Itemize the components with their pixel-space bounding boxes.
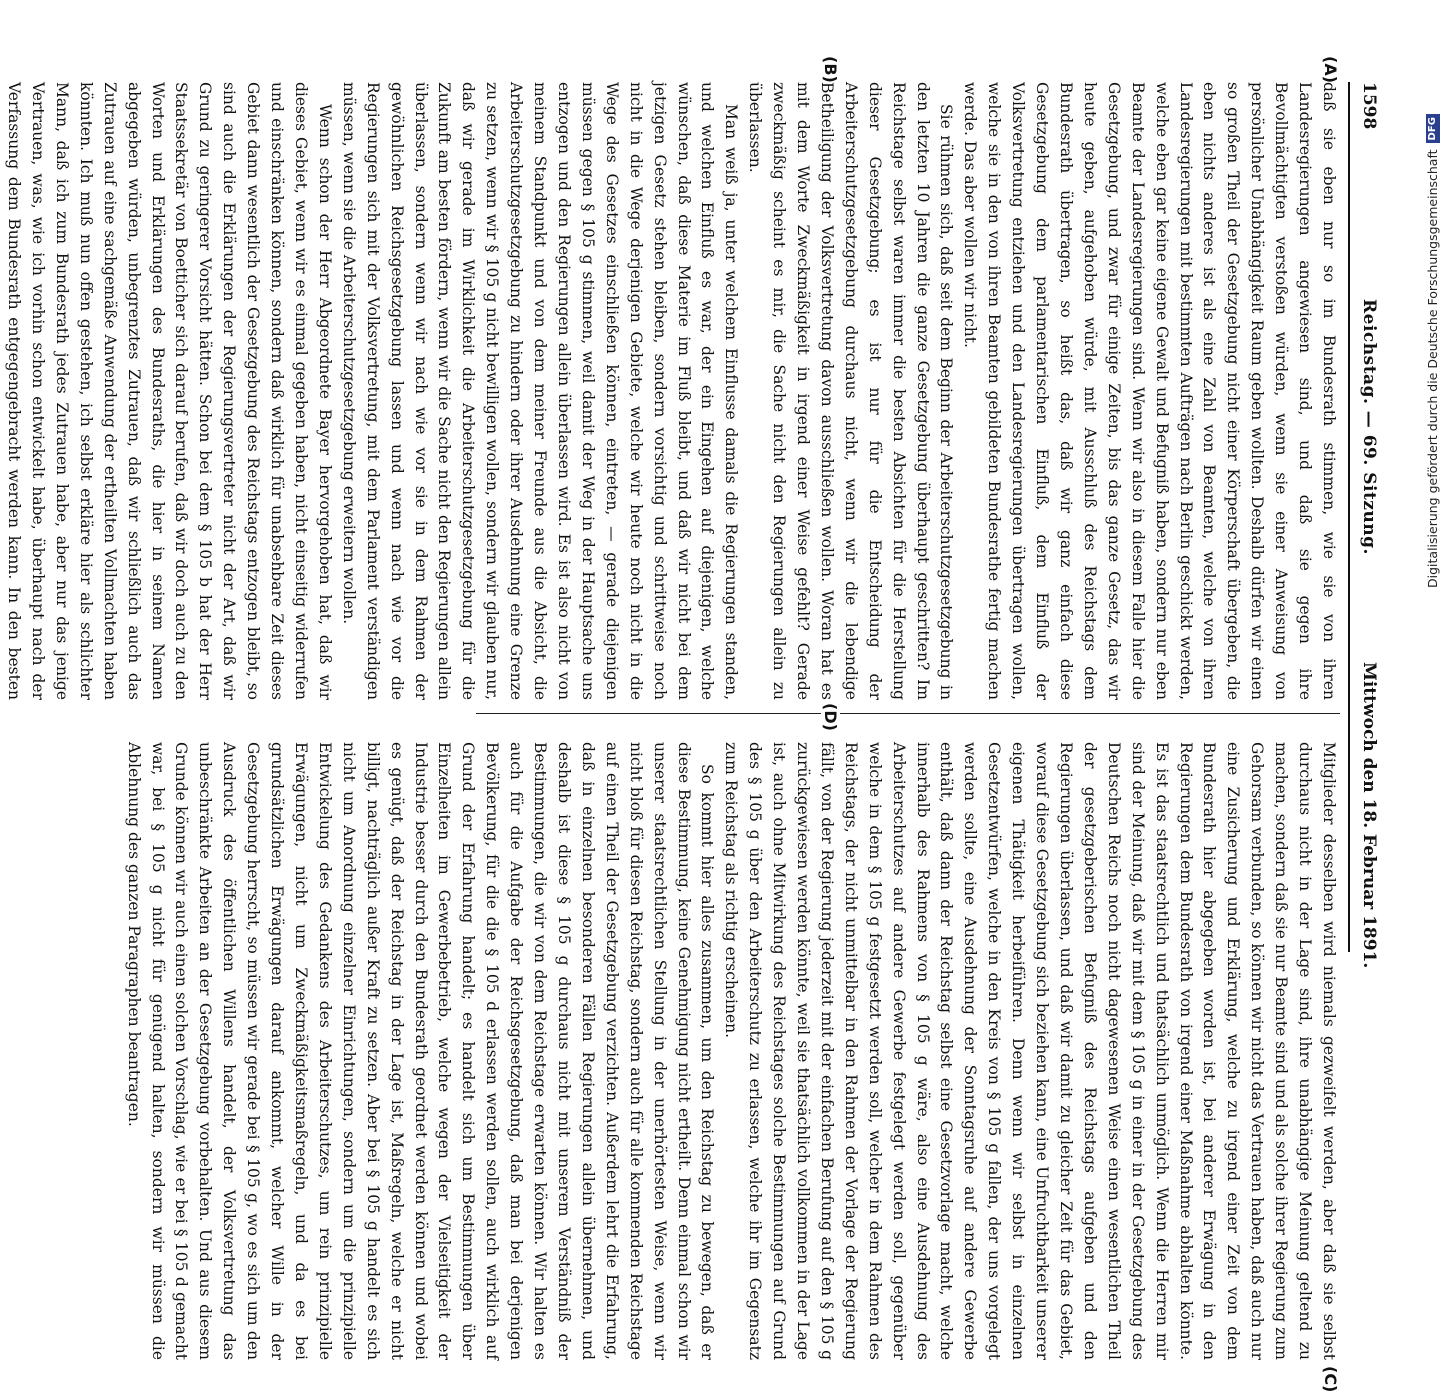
- margin-marker-c: (C): [1321, 1366, 1340, 1392]
- dfg-logo: DFG: [1426, 114, 1440, 143]
- page-title: Reichstag. — 69. Sitzung.: [1359, 299, 1379, 555]
- margin-marker-b: (B): [821, 56, 840, 83]
- right-column: [124, 742, 1340, 1360]
- left-paragraph: Wenn schon der Herr Abgeordnete Bayer hervorgehoben hat, daß wir dieses Gebiet, wenn wir es einmal gegeben haben, nicht einseitig widerrufen und einschränken können, sondern daß wirklich für unabsehbare Zeit dieses Gebiet dann wesentlich der Gesetzgebung des Reichstags entzogen bleibt, so sind auch die Erklärungen der Regierungsvertreter nicht der Art, daß wir Grund zu geringerer Vorsicht hätten. Schon bei dem § 105 b hat der Herr Staatssekretär von Boetticher sich darauf berufen, daß wir doch auch zu den Worten und Erklärungen des Bundesraths, die hier in seinem Namen abgegeben würden, unbegrenztes Zutrauen, daß wir schließlich auch das Zutrauen auf eine sachgemäße Anwendung der ertheilten Vollmachten haben könnten. Ich muß nun offen gestehen, ich selbst erkläre hier als schlichter Mann, daß ich zum Bundesrath jedes Zutrauen habe, aber nur das jenige Vertrauen, was, wie ich vorhin schon entwickelt habe, überhaupt nach der Verfassung dem Bundesrath entgegengebracht werden kann. In den besten: [5, 82, 334, 700]
- right-paragraph: So kommt hier alles zusammen, um den Reichstag zu bewegen, daß er diese Bestimmung, keine Genehmigung nicht ertheilt. Denn einmal schon wir unserer staatsrechtlichen Stellung in der unerhörtesten Weise, wenn wir nicht bloß für diesen Reichstag, sondern auch für alle kommenden Reichstage auf einen Theil der Gesetzgebung verzichten. Außerdem lehrt die Erfahrung, daß in einzelnen besonderen Fällen Regierungen allein übernehmen, und deshalb ist diese § 105 g durchaus nicht mit unserem Verständniß der Bestimmungen, die wir von dem Reichstage erwarten können. Wir halten es auch für die Aufgabe der Reichsgesetzgebung, daß man bei derjenigen Bevölkerung, für die die § 105 d erlassen werden sollen, auch wirklich auf Grund der Erfahrung handelt; es handelt sich um Bestimmungen über Einzelheiten im Gewerbebetrieb, welche wegen der Vielseitigkeit der Industrie besser durch den Bundesrath geordnet werden können und wobei es genügt, daß der Reichstag in der Lage ist, Maßregeln, welche er nicht billigt, nachträglich außer Kraft zu setzen. Aber bei § 105 g handelt es sich nicht um Anordnung einzelner Einrichtungen, sondern um die prinzipielle Entwickelung des Gedankens des Arbeiterschutzes, um rein prinzipielle Erwägungen, nicht um Zweckmäßigkeitsmaßregeln, und da es bei grundsätzlichen Erwägungen darauf ankommt, welcher Wille in der Gesetzgebung herrscht, so müssen wir gerade bei § 105 g, wo es sich um den Ausdruck des öffentlichen Willens handelt, der Volksvertretung das unbeschränkte Arbeiten an der Gesetzgebung vorbehalten. Und aus diesem Grunde können wir auch einen solchen Vorschlag, wie er bei § 105 d gemacht war, bei § 105 g nicht für genügend halten, sondern wir müssen die Ablehnung des ganzen Paragraphen beantragen.: [124, 742, 717, 1360]
- page-header: [1352, 82, 1386, 969]
- column-divider: [476, 713, 1340, 714]
- margin-marker-d: (D): [821, 703, 840, 731]
- margin-marker-a: (A): [1321, 56, 1340, 84]
- page-number: 1598: [1359, 82, 1379, 130]
- left-paragraph: Sie rühmen sich, daß seit dem Beginn der Arbeiterschutzgesetzgebung in den letzten 10 Jahren die ganze Gesetzgebung überhaupt geschritten? Im Reichstage selbst waren immer die besten Absichten für die Herstellung dieser Gesetzgebung; es ist nur für die Entscheidung der Arbeiterschutzgesetzgebung durchaus nicht, wenn wir die lebendige Betheiligung der Volksvertretung davon ausschließen wollen. Woran hat es mit dem Worte Zweckmäßigkeit in irgend einer Weise gefehlt? Gerade zweckmäßig scheint es mir, die Sache nicht den Regierungen allein zu überlassen.: [746, 82, 956, 700]
- left-paragraph: Man weiß ja, unter welchem Einflusse damals die Regierungen standen, und welchen Einfluß es war, der ein Eingehen auf diejenigen, welche wünschen, daß diese Materie im Fluß bleibt, und daß wir nicht bei dem jetzigen Gesetz stehen bleiben, sondern vorsichtig und schrittweise noch nicht in die Wege derjenigen Gebiete, welche wir heute noch nicht in die Wege des Gesetzes einschließen können, eintreten, — gerade diejenigen müssen gegen § 105 g stimmen, weil damit der Weg in der Hauptsache uns entzogen und den Regierungen allein überlassen wird. Es ist also nicht von meinem Standpunkt und von dem meiner Freunde aus die Absicht, die Arbeiterschutzgesetzgebung zu hindern oder ihrer Ausdehnung eine Grenze zu setzen, wenn wir § 105 g nicht bewilligen wollen, sondern wir glauben nur, daß wir gerade im Wirklichkeit die Arbeiterschutzgesetzgebung für die Zukunft am besten fördern, wenn wir die Sache nicht den Regierungen allein überlassen, sondern wenn wir nach wie vor sie in dem Rahmen der gewöhnlichen Reichsgesetzgebung lassen und wenn nach wie vor die Regierungen sich mit der Volksvertretung, mit dem Parlament verständigen müssen, wenn sie die Arbeiterschutzgesetzgebung erweitern wollen.: [339, 82, 741, 700]
- digitization-footer: [1425, 114, 1440, 588]
- right-paragraph: Mitglieder desselben wird niemals gezweifelt werden, aber daß sie selbst durchaus nicht in der Lage sind, ihre unabhängige Meinung geltend zu machen, sondern daß sie nur Beamte sind und als solche ihrer Regierung zum Gehorsam verbunden, so können wir nicht das Vertrauen haben, daß auch nur eine Zusicherung und Erklärung, welche zu irgend einer Zeit von dem Bundesrath hier abgegeben worden ist, bei anderer Erwägung in den Regierungen dem Bundesrath von irgend einer Maßnahme abhalten könnte. Es ist das staatsrechtlich und thatsächlich unmöglich. Wenn die Herren mir sind der Meinung, daß wir mit dem § 105 g in einer in der Gesetzgebung des Deutschen Reichs noch nicht dagewesenen Weise einen wesentlichen Theil der gesetzgeberischen Befugniß des Reichstags aufgeben und den Regierungen überlassen, und daß wir damit zu gleicher Zeit für das Gebiet, worauf diese Gesetzgebung sich beziehen kann, eine Unfruchtbarkeit unserer eigenen Thätigkeit herbeiführen. Denn wenn wir selbst in einzelnen Gesetzentwürfen, welche in den Kreis von § 105 g fallen, der uns vorgelegt werden sollte, eine Ausdehnung der Sonntagsruhe auf andere Gewerbe enthält, daß dann der Reichstag selbst eine Gesetzvorlage macht, welche innerhalb des Rahmens von § 105 g wäre, also eine Ausdehnung des Arbeiterschutzes auf andere Gewerbe festgelegt werden soll, gegenüber welche in dem § 105 g festgesetzt werden soll, welcher in dem Rahmen des Reichstags, der nicht unmittelbar in den Rahmen der Vorlage der Regierung fällt, von der Regierung jederzeit mit der einfachen Berufung auf den § 105 g zurückgewiesen werden könnte, weil sie thatsächlich vollkommen in der Lage ist, auch ohne Mitwirkung des Reichstages solche Bestimmungen auf Grund des § 105 g über den Arbeiterschutz zu erlassen, welche ihr im Gegensatz zum Reichstag als richtig erscheinen.: [722, 742, 1338, 1360]
- session-date: Mittwoch den 18. Februar 1891.: [1359, 662, 1379, 969]
- left-column: [5, 82, 1340, 700]
- footer-text: Digitalisierung gefördert durch die Deutsche Forschungsgemeinschaft: [1425, 149, 1440, 588]
- header-rule: [1348, 82, 1350, 952]
- left-paragraph: daß sie eben nur so im Bundesrath stimmen, wie sie von ihren Landesregierungen angewiesen sind, und daß sie gegen ihre Bevollmächtigten verstoßen würden, wenn sie einer Anweisung von persönlicher Unabhängigkeit Raum geben wollten. Deshalb dürfen wir einen so großen Theil der Gesetzgebung nicht einer Körperschaft übergeben, die eben nichts anderes ist als eine Zahl von Beamten, welche von ihren Landesregierungen mit bestimmten Aufträgen nach Berlin geschickt werden, welche eben gar keine eigene Gewalt und Befugniß haben, sondern nur eben Beamte der Landesregierungen sind. Wenn wir also in diesem Falle hier die Gesetzgebung, und zwar für einige Zeiten, bis das ganze Gesetz, das wir heute geben, aufgehoben würde, mit Ausschluß des Reichstags dem Bundesrath übertragen, so heißt das, daß wir ganz einfach diese Gesetzgebung dem parlamentarischen Einfluß, dem Einfluß der Volksvertretung entziehen und den Landesregierungen übertragen wollen, welche sie in den von ihren Beamten gebildeten Bundesrathe fertig machen werde. Das aber wollen wir nicht.: [961, 82, 1338, 700]
- rotated-newspaper-page: [5, 52, 1386, 1392]
